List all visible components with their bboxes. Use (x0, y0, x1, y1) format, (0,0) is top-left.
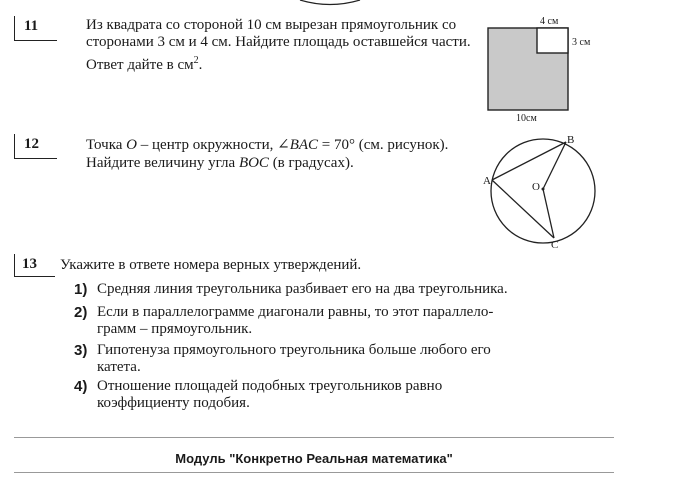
q12-number: 12 (24, 136, 39, 152)
q13-item-1-number: 1) (74, 281, 88, 298)
q11-line-2: сторонами 3 см и 4 см. Найдите площадь оставшейся части. (86, 34, 471, 50)
q12-text-1b: – центр окружности, ∠ (137, 137, 290, 153)
q12-point-o: O (126, 137, 138, 153)
q13-item-4-number: 4) (74, 378, 88, 395)
q12-text-2a: Найдите величину угла (86, 155, 239, 171)
q13-item-3-line-1: Гипотенуза прямоугольного треугольника больше любого его (97, 342, 491, 358)
q11-answer-period: . (198, 57, 203, 73)
q13-number: 13 (22, 256, 37, 272)
q12-radius-ob (543, 142, 566, 189)
q11-label-bottom: 10см (516, 113, 537, 124)
q11-line-3 (86, 52, 202, 74)
q11-number: 11 (24, 18, 39, 34)
q11-answer-unit-text: Ответ дайте в см (86, 57, 194, 73)
q11-figure (484, 14, 604, 126)
q13-item-2-line-2: грамм – прямоугольник. (97, 321, 253, 337)
q11-line-1: Из квадрата со стороной 10 см вырезан прямоугольник со (86, 17, 457, 33)
q13-item-1-line-1: Средняя линия треугольника разбивает его на два треугольника. (97, 281, 508, 297)
q12-label-c: C (551, 239, 559, 250)
q12-label-a: A (483, 175, 491, 187)
q12-angle-boc: BOC (238, 155, 269, 171)
q13-item-2-line-1: Если в параллелограмме диагонали равны, то этот параллело- (97, 304, 494, 320)
q12-figure (480, 134, 610, 250)
q12-chord-ab (492, 142, 566, 180)
top-arc-decoration (0, 0, 678, 12)
q11-label-top: 4 см (540, 16, 559, 27)
q12-label-b: B (567, 134, 575, 146)
q12-angle-bac: BAC (289, 137, 319, 153)
q11-cut-rectangle (537, 28, 568, 53)
q12-label-o: O (532, 181, 540, 193)
q12-center-dot (542, 188, 545, 191)
q12-line-1 (86, 137, 448, 154)
q12-text-1a: Точка (86, 137, 127, 153)
q13-item-2-number: 2) (74, 304, 88, 321)
q12-line-2 (86, 155, 354, 172)
q12-radius-oc (543, 189, 554, 238)
q11-answer-unit-sup: 2 (193, 55, 199, 66)
q13-item-4-line-2: коэффициенту подобия. (97, 395, 250, 411)
q13-item-4-line-1: Отношение площадей подобных треугольников равно (97, 378, 443, 394)
q13-item-3-line-2: катета. (97, 359, 141, 375)
q11-label-right: 3 см (572, 37, 591, 48)
q12-chord-ac (492, 180, 554, 238)
q12-text-1c: = 70° (см. рисунок). (318, 137, 449, 153)
q12-text-2b: (в градусах). (268, 155, 354, 171)
q13-intro: Укажите в ответе номера верных утверждений. (60, 257, 362, 273)
footer-divider-top (14, 437, 614, 438)
q13-item-3-number: 3) (74, 342, 88, 359)
footer-divider-bottom (14, 472, 614, 473)
footer-module-title: Модуль "Конкретно Реальная математика" (175, 451, 453, 466)
